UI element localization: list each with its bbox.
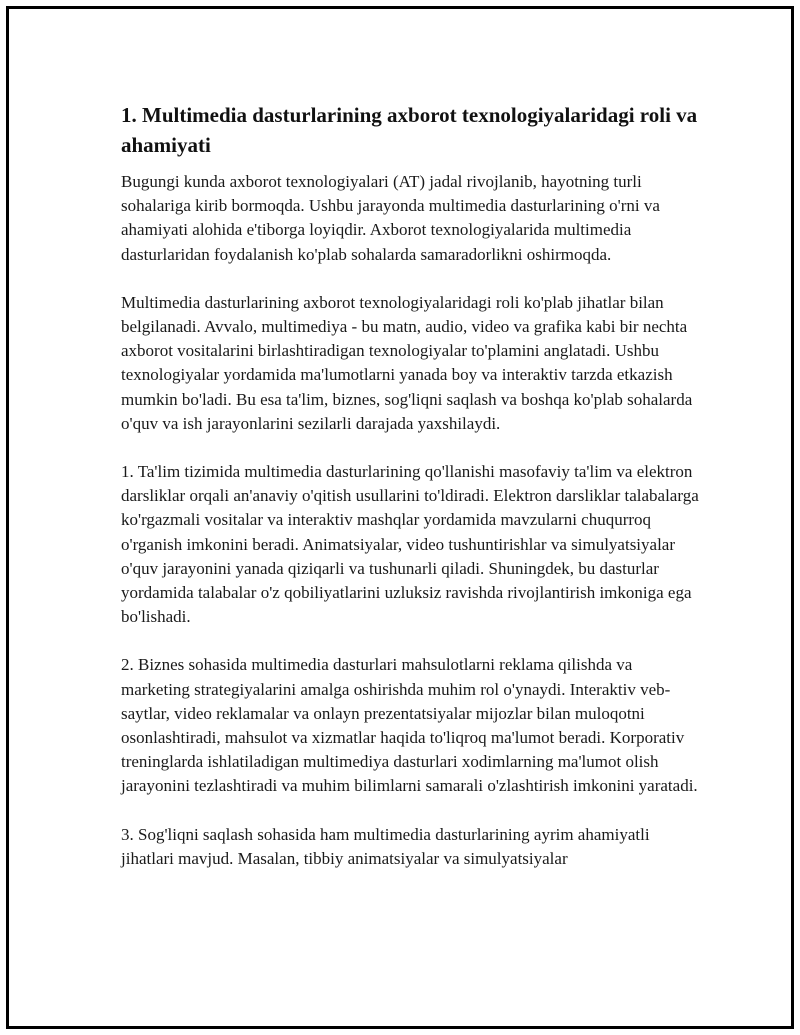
paragraph-business: 2. Biznes sohasida multimedia dasturlari mahsulotlarni reklama qilishda va marketing strategiyalarini amalga oshirishda muhim rol o'ynaydi. Interaktiv veb-saytlar, video reklamalar va onlayn prezentatsiyalar mijozlar bilan muloqotni osonlashtiradi, mahsulot va xizmatlar haqida to'liqroq ma'lumot beradi. Korporativ treninglarda ishlatiladigan multimediya dasturlari xodimlarning ma'lumot olish jarayonini tezlashtiradi va muhim bilimlarni samarali o'zlashtirish imkonini yaratadi. bbox=[121, 655, 698, 796]
paragraph-intro: Bugungi kunda axborot texnologiyalari (AT) jadal rivojlanib, hayotning turli sohalariga kirib bormoqda. Ushbu jarayonda multimedia dasturlarining o'rni va ahamiyati alohida e'tiborga loyiqdir. Axborot texnologiyalarida multimedia dasturlaridan foydalanish ko'plab sohalarda samaradorlikni oshirmoqda. bbox=[121, 172, 660, 264]
page-frame bbox=[6, 6, 794, 1029]
document-body bbox=[121, 100, 701, 895]
paragraph-healthcare: 3. Sog'liqni saqlash sohasida ham multimedia dasturlarining ayrim ahamiyatli jihatlari mavjud. Masalan, tibbiy animatsiyalar va simulyatsiyalar bbox=[121, 824, 650, 868]
paragraph-role: Multimedia dasturlarining axborot texnologiyalaridagi roli ko'plab jihatlar bilan belgilanadi. Avvalo, multimediya - bu matn, audio, video va grafika kabi bir nechta axborot vositalarini birlashtiradigan texnologiyalar to'plamini anglatadi. Ushbu texnologiyalar yordamida ma'lumotlarni yanada boy va interaktiv tarzda etkazish mumkin bo'ladi. Bu esa ta'lim, biznes, sog'liqni saqlash va boshqa ko'plab sohalarda o'quv va ish jarayonlarini sezilarli darajada yaxshilaydi. bbox=[121, 292, 693, 433]
section-heading: 1. Multimedia dasturlarining axborot texnologiyalaridagi roli va ahamiyati bbox=[121, 103, 698, 157]
paragraph-education: 1. Ta'lim tizimida multimedia dasturlarining qo'llanishi masofaviy ta'lim va elektron darsliklar orqali an'anaviy o'qitish usullarini to'ldiradi. Elektron darsliklar talabalarga ko'rgazmali vositalar va interaktiv mashqlar yordamida mavzularni chuqurroq o'rganish imkonini beradi. Animatsiyalar, video tushuntirishlar va simulyatsiyalar o'quv jarayonini yanada qiziqarli va tushunarli qiladi. Shuningdek, bu dasturlar yordamida talabalar o'z qobiliyatlarini uzluksiz ravishda rivojlantirish imkoniga ega bo'lishadi. bbox=[121, 462, 699, 627]
